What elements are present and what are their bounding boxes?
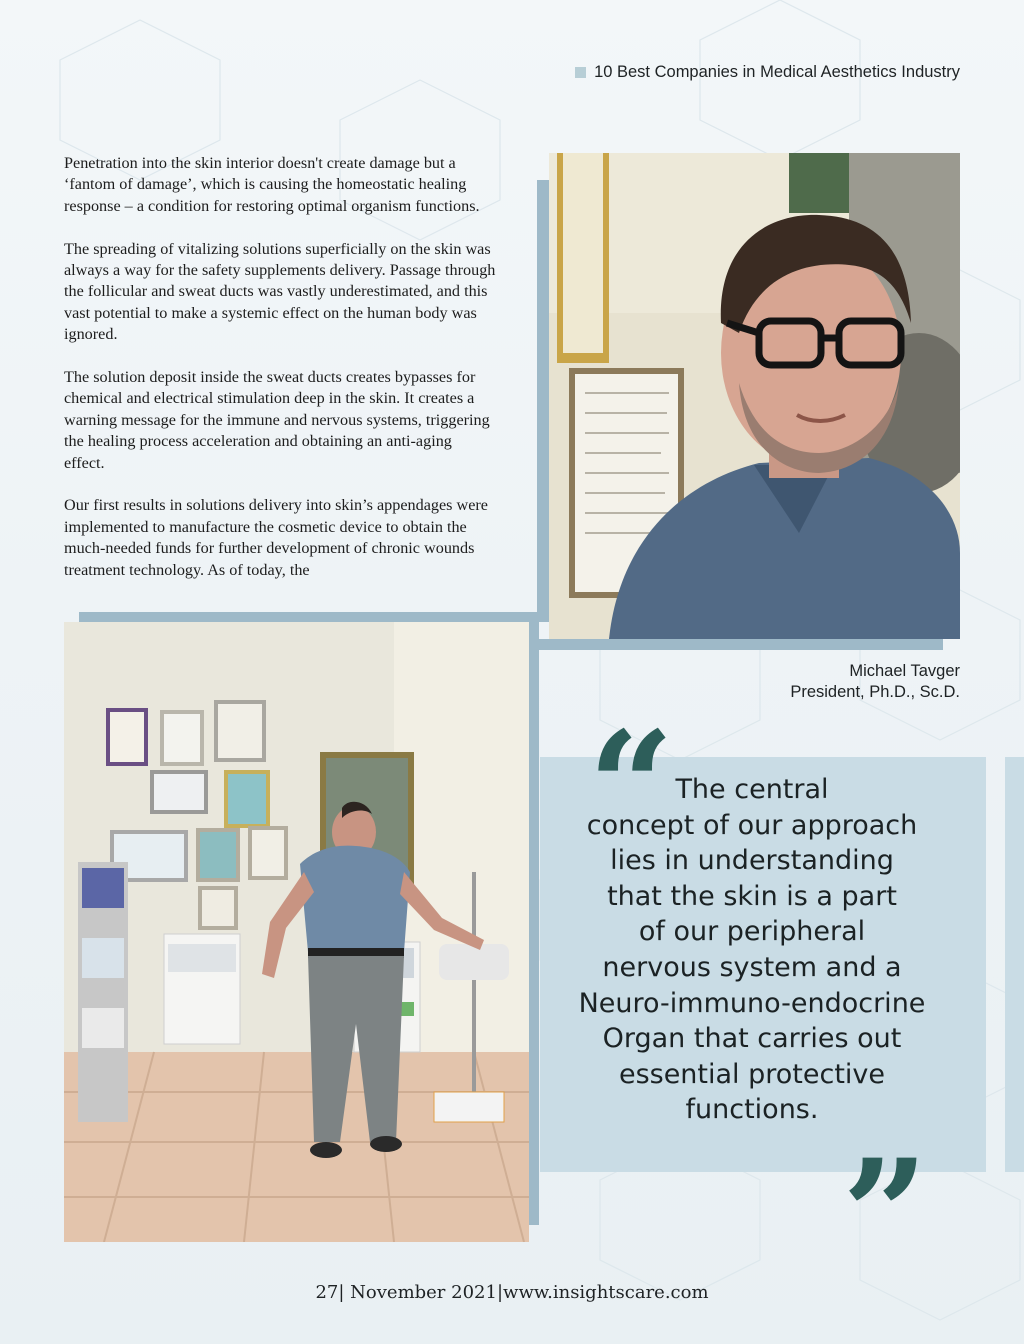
article-paragraph: Our first results in solutions delivery into skin’s appendages were implemented to manufacture the cosmetic device to obtain the much-needed funds for further development of chronic wounds treatment technology. As of today, the	[64, 496, 488, 579]
quote-line: that the skin is a part	[607, 880, 897, 912]
article-body	[64, 153, 496, 602]
article-paragraph: The spreading of vitalizing solutions superficially on the skin was always a way for the safety supplements delivery. Passage through the follicular and sweat ducts was vastly underestimated, and this vast potential to make a systemic effect on the human body was ignored.	[64, 239, 496, 344]
website-link[interactable]: www.insightscare.com	[503, 1282, 709, 1303]
close-quote-icon: ”	[842, 1127, 929, 1303]
footer-separator: |	[496, 1282, 504, 1303]
decorative-panel	[79, 612, 549, 622]
open-quote-icon: “	[588, 699, 675, 875]
pull-quote-text	[540, 772, 964, 1128]
clinic-photo	[64, 622, 529, 1242]
quote-line: lies in understanding	[610, 845, 894, 877]
caption-name: Michael Tavger	[849, 662, 960, 680]
issue-date: November 2021	[350, 1282, 497, 1303]
article-paragraph: Penetration into the skin interior doesn't create damage but a ‘fantom of damage’, which is causing the homeostatic healing response – a condition for restoring optimal organism functions.	[64, 154, 480, 215]
page-footer	[0, 1282, 1024, 1303]
running-header	[575, 63, 960, 82]
quote-line: essential protective	[618, 1058, 886, 1090]
decorative-panel	[537, 639, 943, 650]
header-square-bullet	[575, 67, 586, 78]
page-number: 27	[315, 1282, 339, 1303]
decorative-panel	[537, 180, 549, 612]
quote-line: Neuro-immuno-endocrine	[578, 987, 926, 1019]
footer-separator: |	[338, 1282, 351, 1303]
quote-line: concept of our approach	[586, 809, 918, 841]
decorative-panel	[529, 622, 539, 1225]
article-paragraph: The solution deposit inside the sweat ducts creates bypasses for chemical and electrical stimulation deep in the skin. It creates a warning message for the immune and nervous systems, triggering the healing process acceleration and obtaining an anti-aging effect.	[64, 368, 490, 472]
clinic-illustration	[64, 622, 529, 1242]
quote-line: Organ that carries out	[602, 1023, 902, 1055]
caption-role: President, Ph.D., Sc.D.	[790, 683, 960, 701]
portrait-photo	[549, 153, 960, 639]
portrait-illustration	[549, 153, 960, 639]
magazine-section-title: 10 Best Companies in Medical Aesthetics Industry	[594, 63, 960, 81]
quote-line: of our peripheral	[638, 916, 866, 948]
quote-line: The central	[675, 774, 829, 805]
quote-line: functions.	[685, 1094, 819, 1126]
photo-caption	[790, 661, 960, 703]
pull-quote-edge	[1005, 757, 1024, 1172]
quote-line: nervous system and a	[602, 951, 902, 983]
